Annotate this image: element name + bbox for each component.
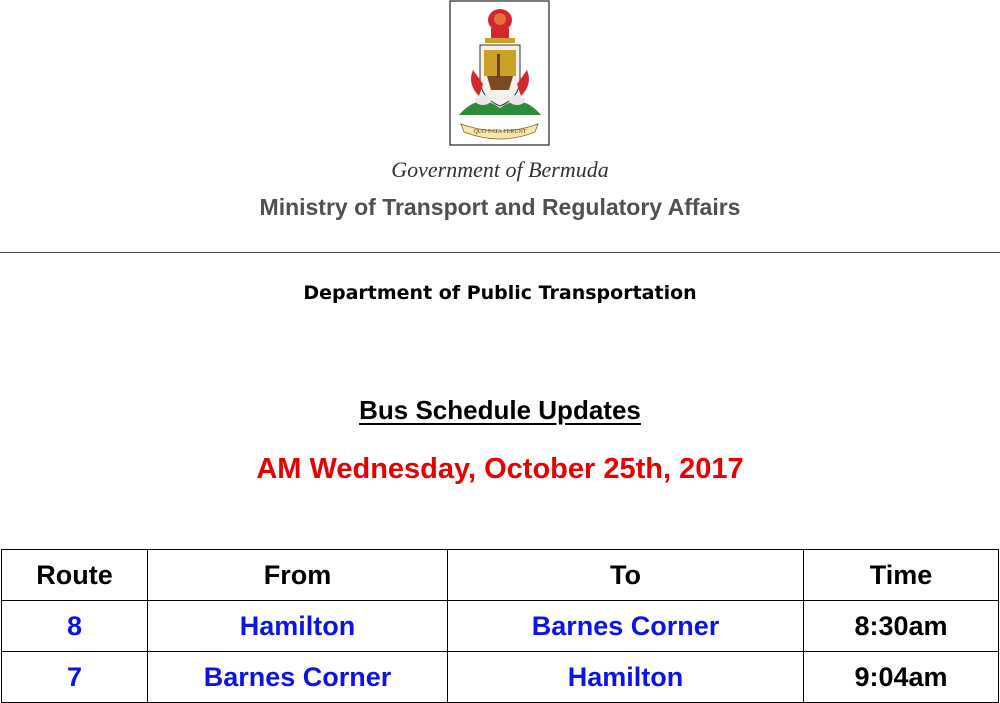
notice-title-text: Bus Schedule Updates (359, 395, 641, 425)
table-row (2, 601, 999, 652)
bus-schedule-table (1, 549, 999, 703)
header-divider (0, 252, 1000, 253)
route-cell: 8 (2, 601, 148, 652)
notice-date: AM Wednesday, October 25th, 2017 (256, 453, 744, 485)
to-cell: Hamilton (448, 652, 804, 703)
route-cell: 7 (2, 652, 148, 703)
time-cell: 8:30am (804, 601, 999, 652)
column-header-time: Time (804, 550, 999, 601)
department-name: Department of Public Transportation (303, 282, 697, 304)
table-row (2, 652, 999, 703)
column-header-from: From (148, 550, 448, 601)
motto-text: QUO FATA FERUNT (473, 129, 527, 135)
bermuda-coat-of-arms (449, 0, 550, 146)
column-header-to: To (448, 550, 804, 601)
time-cell: 9:04am (804, 652, 999, 703)
notice-title (0, 395, 1000, 426)
to-cell: Barnes Corner (448, 601, 804, 652)
table-header-row (2, 550, 999, 601)
ministry-name: Ministry of Transport and Regulatory Affairs (259, 194, 741, 220)
column-header-route: Route (2, 550, 148, 601)
from-cell: Hamilton (148, 601, 448, 652)
from-cell: Barnes Corner (148, 652, 448, 703)
government-name: Government of Bermuda (391, 157, 609, 182)
